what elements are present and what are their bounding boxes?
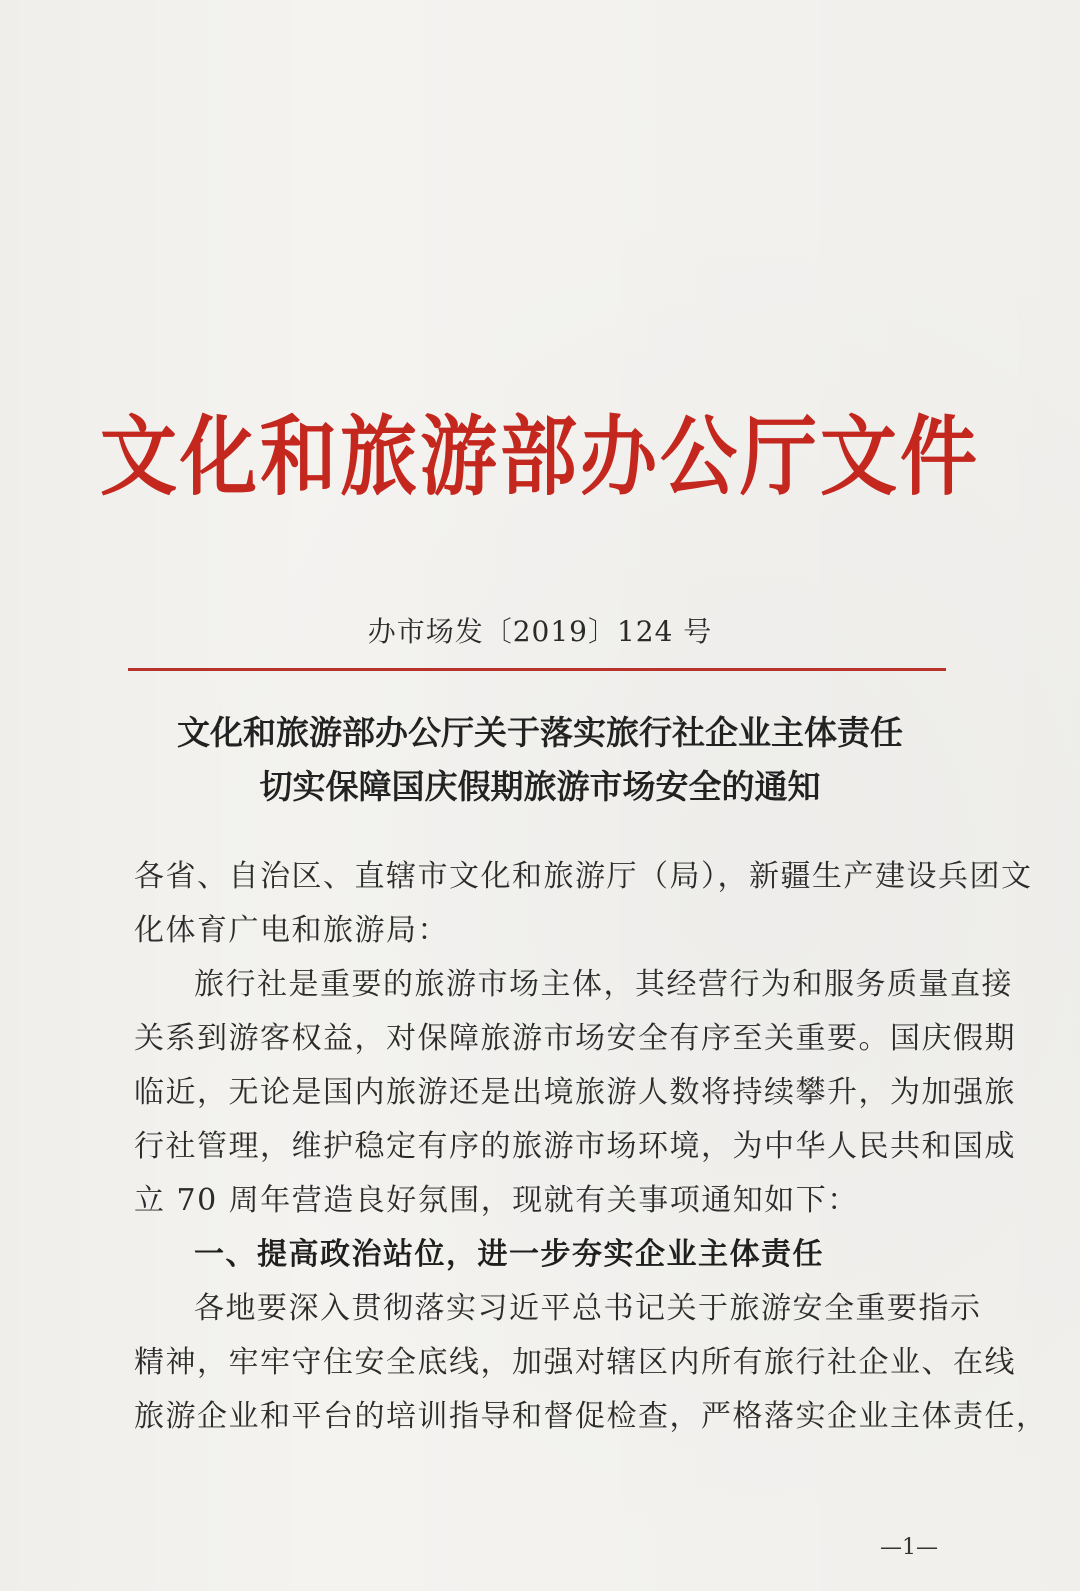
document-subject — [0, 706, 1080, 814]
subject-line-2: 切实保障国庆假期旅游市场安全的通知 — [259, 767, 821, 806]
paragraph-2-line-2: 精神，牢牢守住安全底线，加强对辖区内所有旅行社企业、在线 — [134, 1345, 1016, 1380]
document-number: 办市场发〔2019〕124 号 — [367, 615, 713, 648]
paragraph-2-line-1: 各地要深入贯彻落实习近平总书记关于旅游安全重要指示 — [194, 1291, 982, 1326]
addressee-line-1: 各省、自治区、直辖市文化和旅游厅（局），新疆生产建设兵团文 — [134, 859, 1033, 894]
section-1-heading: 一、提高政治站位，进一步夯实企业主体责任 — [194, 1237, 824, 1272]
page-number: —1— — [880, 1535, 938, 1560]
paragraph-1-line-5: 立 70 周年营造良好氛围，现就有关事项通知如下： — [134, 1183, 859, 1218]
red-divider-line — [128, 668, 946, 671]
paragraph-1-line-4: 行社管理，维护稳定有序的旅游市场环境，为中华人民共和国成 — [134, 1129, 1016, 1164]
addressee-line-2: 化体育广电和旅游局： — [134, 913, 449, 948]
document-body — [134, 850, 1048, 1444]
subject-line-1: 文化和旅游部办公厅关于落实旅行社企业主体责任 — [177, 713, 903, 752]
header-title: 文化和旅游部办公厅文件 — [100, 407, 980, 508]
paragraph-1-line-2: 关系到游客权益，对保障旅游市场安全有序至关重要。国庆假期 — [134, 1021, 1016, 1056]
paragraph-1-line-1: 旅行社是重要的旅游市场主体，其经营行为和服务质量直接 — [194, 967, 1013, 1002]
paragraph-2-line-3: 旅游企业和平台的培训指导和督促检查，严格落实企业主体责任， — [134, 1399, 1048, 1434]
paragraph-1-line-3: 临近，无论是国内旅游还是出境旅游人数将持续攀升，为加强旅 — [134, 1075, 1016, 1110]
